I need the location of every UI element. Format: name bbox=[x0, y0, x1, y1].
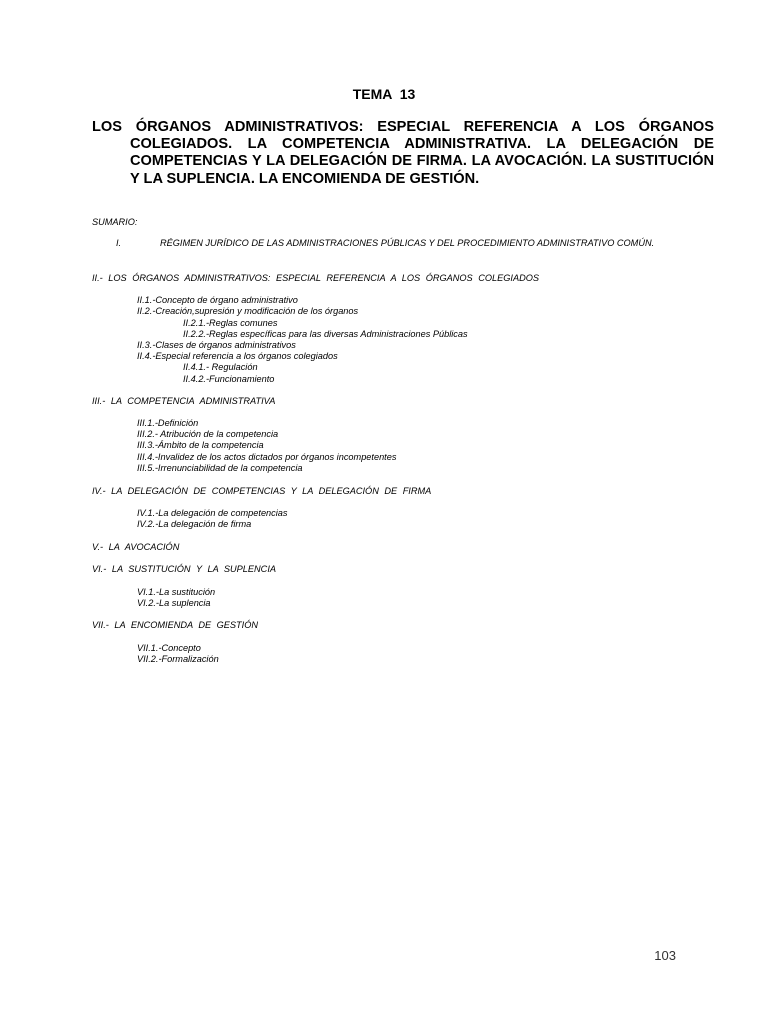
list-item: II.4.-Especial referencia a los órganos colegiados bbox=[137, 351, 338, 361]
list-item: III.2.- Atribución de la competencia bbox=[137, 429, 279, 439]
list-item: VI.1.-La sustitución bbox=[137, 587, 216, 597]
list-item: VI.2.-La suplencia bbox=[137, 598, 211, 608]
topic-heading: LOS ÓRGANOS ADMINISTRATIVOS: ESPECIAL REFERENCIA A LOS ÓRGANOS COLEGIADOS. LA COMPETENCIA ADMINISTRATIVA. LA DELEGACIÓN DE COMPETENCIAS Y LA DELEGACIÓN DE FIRMA. LA AVOCACIÓN. LA SUSTITUCIÓN Y LA SUPLENCIA. LA ENCOMIENDA DE GESTIÓN. bbox=[92, 119, 714, 187]
section-title: II.- LOS ÓRGANOS ADMINISTRATIVOS: ESPECIAL REFERENCIA A LOS ÓRGANOS COLEGIADOS bbox=[92, 273, 539, 283]
list-item: III.5.-Irrenunciabilidad de la competencia bbox=[137, 463, 303, 473]
list-item: II.3.-Clases de órganos administrativos bbox=[137, 340, 296, 350]
list-item: VII.2.-Formalización bbox=[137, 654, 219, 664]
list-item: III.4.-Invalidez de los actos dictados por órganos incompetentes bbox=[137, 452, 397, 462]
list-item: VII.1.-Concepto bbox=[137, 643, 201, 653]
list-item: II.2.1.-Reglas comunes bbox=[183, 318, 278, 328]
section-title: III.- LA COMPETENCIA ADMINISTRATIVA bbox=[92, 396, 276, 406]
page-number: 103 bbox=[654, 948, 676, 963]
section-title: VII.- LA ENCOMIENDA DE GESTIÓN bbox=[92, 620, 258, 630]
list-item: III.3.-Ámbito de la competencia bbox=[137, 440, 264, 450]
list-item: II.1.-Concepto de órgano administrativo bbox=[137, 295, 298, 305]
section-number: I. bbox=[116, 238, 122, 248]
list-item: II.2.-Creación,supresión y modificación de los órganos bbox=[137, 306, 359, 316]
list-item: IV.1.-La delegación de competencias bbox=[137, 508, 288, 518]
list-item: IV.2.-La delegación de firma bbox=[137, 519, 252, 529]
list-item: III.1.-Definición bbox=[137, 418, 199, 428]
section-title: RÉGIMEN JURÍDICO DE LAS ADMINISTRACIONES PÚBLICAS Y DEL PROCEDIMIENTO ADMINISTRATIVO COMÚN. bbox=[160, 238, 655, 248]
section-title: IV.- LA DELEGACIÓN DE COMPETENCIAS Y LA DELEGACIÓN DE FIRMA bbox=[92, 486, 432, 496]
list-item: II.2.2.-Reglas específicas para las diversas Administraciones Públicas bbox=[183, 329, 468, 339]
summary-label: SUMARIO: bbox=[92, 217, 138, 227]
section-title: V.- LA AVOCACIÓN bbox=[92, 542, 180, 552]
page-title: TEMA 13 bbox=[352, 86, 416, 102]
section-title: VI.- LA SUSTITUCIÓN Y LA SUPLENCIA bbox=[92, 564, 276, 574]
list-item: II.4.1.- Regulación bbox=[183, 362, 258, 372]
list-item: II.4.2.-Funcionamiento bbox=[183, 374, 275, 384]
